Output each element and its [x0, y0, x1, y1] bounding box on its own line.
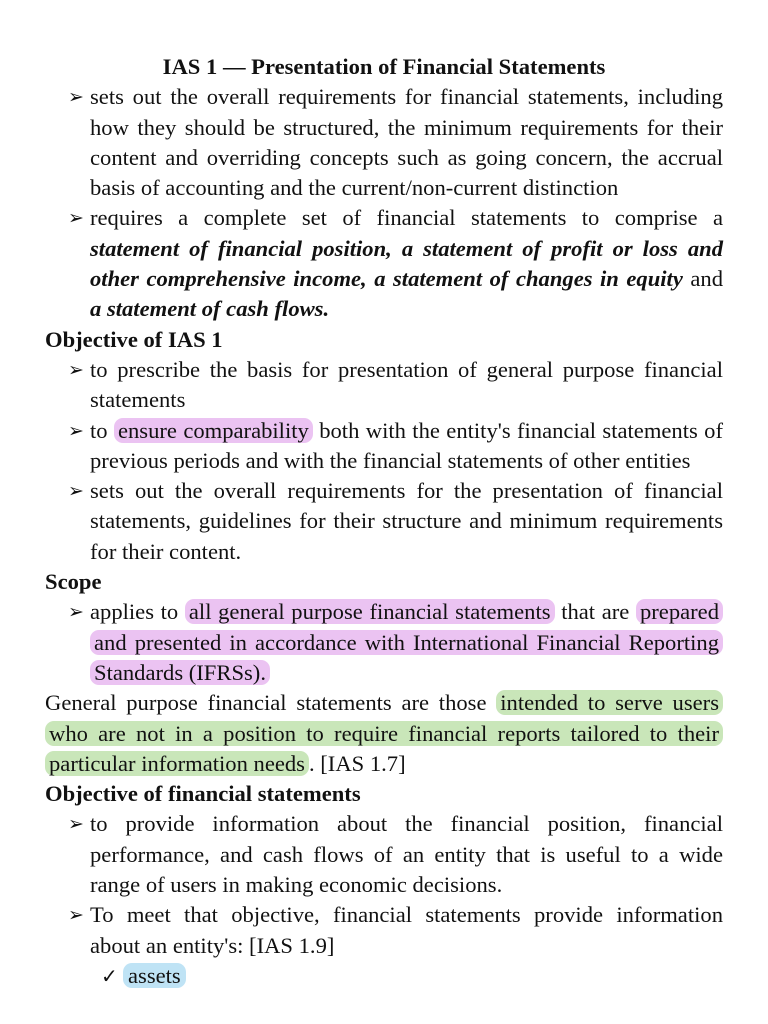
arrow-bullet-icon: ➢: [68, 904, 84, 927]
highlighted-text: ensure comparability: [114, 418, 313, 443]
intro-bullet-1: [68, 82, 723, 203]
arrow-bullet-icon: ➢: [68, 813, 84, 836]
intro-bullet-2: [68, 203, 723, 324]
bullet-text: sets out the overall requirements for the presentation of financial statements, guidelines for their structure and minimum requirements for their content.: [90, 478, 723, 564]
arrow-bullet-icon: ➢: [68, 86, 84, 109]
bullet-text: and: [682, 266, 723, 292]
section-heading-scope: Scope: [45, 569, 102, 595]
highlighted-text: assets: [123, 963, 186, 988]
paragraph-text: General purpose financial statements are those: [45, 690, 497, 716]
paragraph-text: . [IAS 1.7]: [308, 750, 406, 776]
objective-fs-bullet-2: [68, 900, 723, 961]
section-heading-objective-fs: Objective of financial statements: [45, 781, 361, 807]
scope-bullet-1: [68, 597, 723, 688]
bullet-text: to: [90, 417, 114, 443]
bullet-text: applies to: [90, 599, 185, 625]
highlighted-text: prepared and presented in accordance with International Financial Reporting Standards (IFRSs).: [90, 599, 723, 685]
arrow-bullet-icon: ➢: [68, 419, 84, 442]
scope-paragraph: [45, 688, 723, 779]
bullet-text: sets out the overall requirements for financial statements, including how they should be structured, the minimum requirements for their content and overriding concepts such as going concern, the accrual basis of accounting and the current/non-current distinction: [90, 84, 723, 201]
bullet-text: to provide information about the financial position, financial performance, and cash flows of an entity that is useful to a wide range of users in making economic decisions.: [90, 811, 723, 898]
document-title: IAS 1 — Presentation of Financial Statements: [162, 54, 606, 79]
document-page: [0, 52, 768, 991]
objective-fs-bullet-1: [68, 809, 723, 900]
bullet-text: To meet that objective, financial statements provide information about an entity's: [IAS 1.9]: [90, 902, 723, 958]
objective-bullet-3: [68, 476, 723, 567]
arrow-bullet-icon: ➢: [68, 480, 84, 503]
bold-italic-text: a statement of cash flows.: [90, 296, 330, 322]
highlighted-text: intended to serve users who are not in a position to require financial reports tailored to their particular information needs: [45, 690, 723, 776]
objective-bullet-2: [68, 416, 723, 477]
highlighted-text: all general purpose financial statements: [185, 599, 555, 624]
checkmark-icon: ✓: [101, 963, 118, 988]
bold-italic-text: statement of financial position, a statement of profit or loss and other comprehensive income, a statement of changes in equity: [90, 235, 723, 292]
bullet-text: that are: [554, 599, 636, 625]
objective-bullet-1: [68, 355, 723, 416]
arrow-bullet-icon: ➢: [68, 601, 84, 624]
section-heading-objective-ias1: Objective of IAS 1: [45, 326, 223, 352]
arrow-bullet-icon: ➢: [68, 207, 84, 230]
bullet-text: to prescribe the basis for presentation of general purpose financial statements: [90, 356, 723, 413]
arrow-bullet-icon: ➢: [68, 358, 84, 381]
check-item-assets: [101, 961, 768, 991]
bullet-text: both with the entity's financial statements of previous periods and with the financial statements of other entities: [90, 417, 723, 473]
bullet-text: requires a complete set of financial statements to comprise a: [90, 205, 723, 231]
